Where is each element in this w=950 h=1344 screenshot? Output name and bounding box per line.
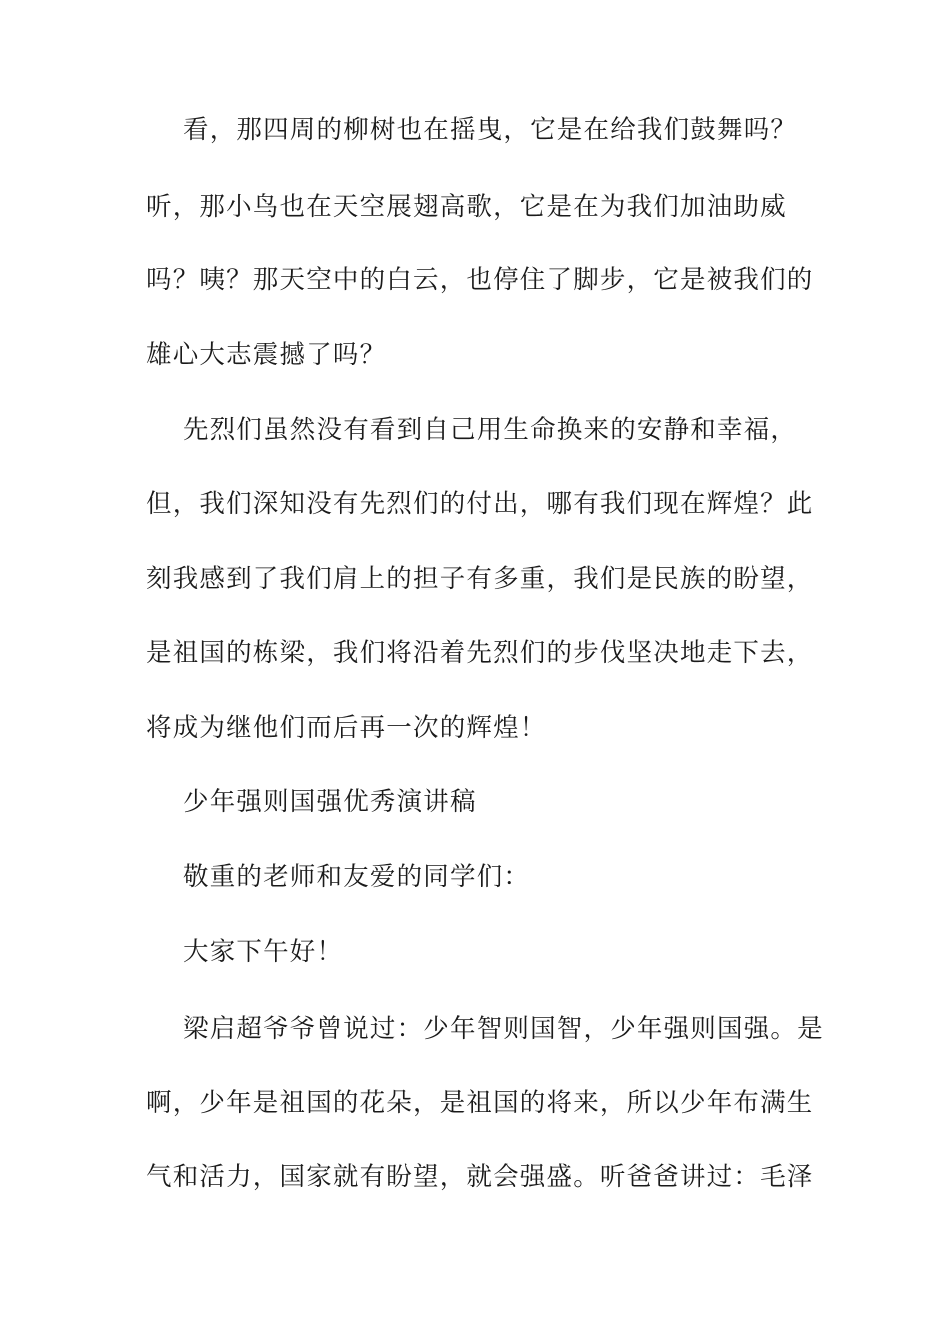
text-line: 刻我感到了我们肩上的担子有多重，我们是民族的盼望，: [146, 564, 814, 594]
salutation: 敬重的老师和友爱的同学们：: [183, 862, 531, 892]
text-line: 啊，少年是祖国的花朵，是祖国的将来，所以少年布满生: [146, 1088, 814, 1118]
text-line: 雄心大志震撼了吗？: [146, 340, 387, 370]
text-line: 先烈们虽然没有看到自己用生命换来的安静和幸福，: [183, 415, 798, 445]
text-line: 吗？咦？那天空中的白云，也停住了脚步，它是被我们的: [146, 265, 814, 295]
text-line: 将成为继他们而后再一次的辉煌！: [146, 713, 547, 743]
section-title: 少年强则国强优秀演讲稿: [183, 787, 477, 817]
text-line: 但，我们深知没有先烈们的付出，哪有我们现在辉煌？此: [146, 489, 814, 519]
greeting: 大家下午好！: [183, 937, 344, 967]
text-line: 是祖国的栋梁，我们将沿着先烈们的步伐坚决地走下去，: [146, 638, 814, 668]
text-line: 看，那四周的柳树也在摇曳，它是在给我们鼓舞吗？: [183, 115, 798, 145]
text-line: 听，那小鸟也在天空展翅高歌，它是在为我们加油助威: [146, 192, 787, 222]
text-line: 梁启超爷爷曾说过：少年智则国智，少年强则国强。是: [183, 1014, 824, 1044]
text-line: 气和活力，国家就有盼望，就会强盛。听爸爸讲过：毛泽: [146, 1162, 814, 1192]
